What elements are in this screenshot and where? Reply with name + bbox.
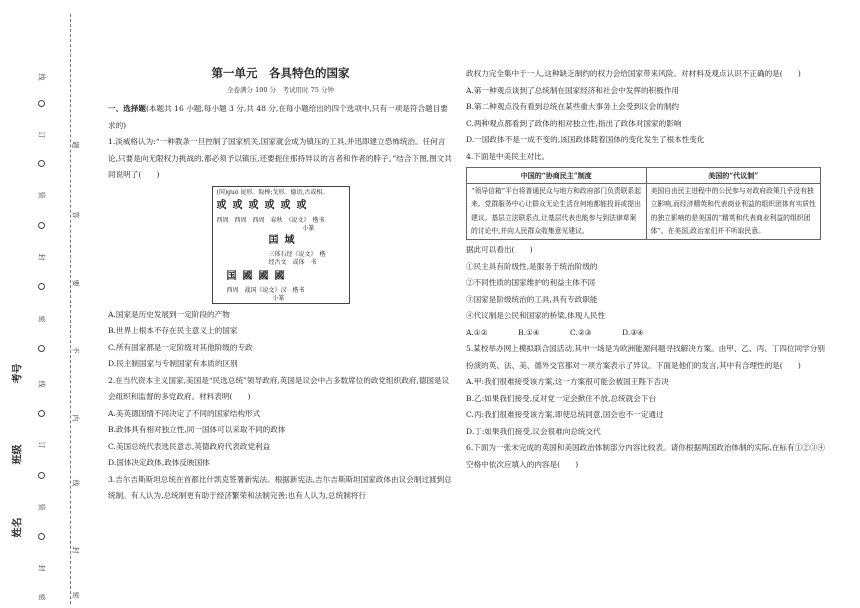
page-subtitle: 全卷满分 100 分 考试用时 75 分钟 xyxy=(227,86,334,94)
figure-row-2-sub: 经古文 或体 书 xyxy=(268,258,317,266)
name-label: 姓名 xyxy=(12,517,24,538)
glyph: 或 xyxy=(248,199,259,211)
binding-hole xyxy=(38,533,45,540)
binding-mark: 装 xyxy=(37,191,46,199)
democracy-comparison-table xyxy=(466,167,821,240)
figure-row-2-caption: 三体石经《说文》 楷 xyxy=(268,250,326,258)
binding-hole xyxy=(38,410,45,417)
glyph: 國 xyxy=(258,270,269,282)
figure-row-1-glyphs xyxy=(216,199,313,211)
question-4-item-4: ④代议制是公民和国家的桥梁,体现人民性 xyxy=(466,311,606,321)
cut-line xyxy=(70,14,71,604)
question-5-stem: 5.某校举办网上模拟联合国活动,其中一场是为欧洲能源问题寻找解决方案。由甲、乙、丙、丁四位同学分别扮演的英、法、美、德外交官都对一项方案表示了异议。下面是他们的发言,其中有合理性的是( ) xyxy=(466,344,825,370)
question-4-option-a[interactable]: A.①② xyxy=(466,327,488,337)
question-4-option-d[interactable]: D.③④ xyxy=(622,327,644,337)
figure-row-2-glyphs xyxy=(268,234,301,246)
binding-mark: 订 xyxy=(37,131,46,139)
binding-side-mark: 线 xyxy=(71,479,80,487)
question-1-option-c[interactable]: C.所有国家都是一定阶级对其他阶级的专政 xyxy=(108,342,253,352)
question-1-option-d[interactable]: D.民主制国家与专制国家有本质的区别 xyxy=(108,359,238,368)
binding-side-mark: 内 xyxy=(71,414,80,422)
question-4-stem: 4.下面是中美民主对比。 xyxy=(466,151,550,161)
exam-number-label: 考号 xyxy=(12,363,24,384)
binding-hole xyxy=(38,472,45,479)
binding-mark: 装 xyxy=(37,503,46,511)
question-4-option-c[interactable]: C.②③ xyxy=(570,327,592,337)
question-5-option-b[interactable]: B.乙:如果我们接受,反对党一定会掀住不放,总统就会下台 xyxy=(466,393,657,403)
question-3-option-a[interactable]: A.第一种观点谈到了总统制在国家经济和社会中发挥的积极作用 xyxy=(466,85,679,95)
figure-row-3-glyphs xyxy=(226,270,291,282)
binding-mark: 密 xyxy=(37,315,46,323)
question-4-item-3: ③国家是阶级统治的工具,具有专政职能 xyxy=(466,294,598,304)
binding-hole xyxy=(38,222,45,229)
question-5-option-d[interactable]: D.丁:如果我们接受,议会很难向总统交代 xyxy=(466,426,601,436)
table-header-china: 中国的“协商民主”制度 xyxy=(467,168,647,184)
figure-row-3-sub: 小篆 xyxy=(272,294,285,302)
question-5-option-a[interactable]: A.甲:我们很难接受该方案,这一方案很可能会被国王陛下否决 xyxy=(466,377,669,387)
binding-mark: 订 xyxy=(37,441,46,449)
question-2-stem: 2.在当代资本主义国家,美国是“民选总统”领导政府,英国是议会中占多数席位的政党组织政府,德国是议会组织和监督的多党政府。材料表明( ) xyxy=(108,375,450,401)
figure-top-text: (国)guó 昆形。取棒:戈形。德语,古或相。 xyxy=(216,188,329,196)
question-4-lead: 据此可以看出( ) xyxy=(466,245,533,255)
glyph: 国 xyxy=(226,270,237,282)
glyph: 國 xyxy=(242,270,253,282)
left-column xyxy=(108,101,453,505)
binding-side-mark: 密 xyxy=(71,591,80,599)
table-cell-us: 美国自由民主进程中的公民参与对政府政策几乎没有独立影响,而经济精英和代表商业利益的组织团体有实质性的独立影响的是美国的“精英和代表商业利益的组织团体”。在美国,政治家们并不听取民意。 xyxy=(646,184,820,240)
question-3-stem: 3.吉尔吉斯斯坦总统在首都比什凯克签署新宪法。根据新宪法,吉尔吉斯斯坦国家政体由议会制过渡到总统制。有人认为,总统制更有助于经济繁荣和法制完善;也有人认为,总统制将行 xyxy=(108,474,452,500)
table-header-us: 美国的“代议制” xyxy=(646,168,820,184)
table-row xyxy=(467,184,821,240)
glyph: 或 xyxy=(264,199,275,211)
glyph: 囯 xyxy=(268,234,279,246)
question-2-option-d[interactable]: D.国体决定政体,政体反映国体 xyxy=(108,458,210,467)
section-title: 一、选择题 xyxy=(108,104,146,113)
binding-side-mark: 封 xyxy=(71,546,80,554)
question-6-stem: 6.下面为一张未完成的英国和美国政治体制部分内容比较表。请你根据两国政治体制的实际,在标有①②③④空格中依次应填入的内容是( ) xyxy=(466,443,825,469)
question-2-option-c[interactable]: C.美国总统代表选民意志,英德政府代表政党利益 xyxy=(108,441,271,451)
glyph: 或 xyxy=(216,199,227,211)
binding-side-mark: 要 xyxy=(71,279,80,287)
glyph: 國 xyxy=(274,270,285,282)
question-1-stem: 1.淡威格认为:“一种教条一旦控制了国家机关,国家就会成为镇压的工具,并迅即建立恐怖统治。任何言论,只要是向无限权力挑战的,都必须予以镇压,还要扼住那持异议的言者和作者的脖子。”结合下图,图文共同说明了( ) xyxy=(108,137,452,179)
figure-row-1-caption: 西周 西周 西周 春秋 《说文》 楷书 xyxy=(216,216,325,224)
binding-margin xyxy=(0,0,80,608)
question-2-option-b[interactable]: B.政体具有相对独立性,同一国体可以采取不同的政体 xyxy=(108,425,286,434)
binding-side-mark: 不 xyxy=(71,346,80,354)
glyph: 或 xyxy=(296,199,307,211)
table-header-row xyxy=(467,168,821,184)
right-column xyxy=(466,66,826,473)
question-3-option-d[interactable]: D.一国政体不是一成不变的,该国政体随着国体的变化发生了根本性变化 xyxy=(466,135,705,144)
question-4-item-1: ①民主具有阶级性,是服务于统治阶级的 xyxy=(466,261,598,271)
question-1-option-b[interactable]: B.世界上根本不存在民主意义上的国家 xyxy=(108,326,238,335)
class-label: 班级 xyxy=(12,444,24,465)
glyph: 或 xyxy=(280,199,291,211)
binding-side-mark: 题 xyxy=(71,141,80,149)
binding-hole xyxy=(38,345,45,352)
question-4-options xyxy=(466,325,826,342)
question-4-item-2: ②不同性质的国家维护的利益主体不同 xyxy=(466,278,596,288)
section-heading xyxy=(108,101,453,134)
binding-mark: 线 xyxy=(37,73,46,81)
table-cell-china: “领导信箱”平台将普通民众与地方和政府部门负责联系起来。党群服务中心让群众无论生活在何地都能投诉或提出建议。基层立法联系点,让基层代表也能参与到法律草案的讨论中,并向人民群众收集意见建议。 xyxy=(467,184,647,240)
binding-mark: 密 xyxy=(37,593,46,601)
binding-mark: 封 xyxy=(37,253,46,261)
figure-row-1-sub: 小篆 xyxy=(302,224,315,232)
section-note: (本题共 16 小题,每小题 3 分,共 48 分,在每小题给出的四个选项中,只有一项是符合题目要求的) xyxy=(108,104,448,130)
question-3-continued: 政权力完全集中于一人,这种缺乏制约的权力会给国家带来风险。对材料及观点认识不正确的是( ) xyxy=(466,69,801,78)
binding-hole xyxy=(38,283,45,290)
glyph: 或 xyxy=(232,199,243,211)
question-3-option-c[interactable]: C.两种观点都看到了政体的相对独立性,指出了政体对国家的影响 xyxy=(466,118,682,128)
question-4-option-b[interactable]: B.①④ xyxy=(518,327,540,337)
question-3-option-b[interactable]: B.第二种观点没有看到总统在某些重大事务上会受到议会的制约 xyxy=(466,102,680,111)
binding-hole xyxy=(38,100,45,107)
page-title: 第一单元 各具特色的国家 xyxy=(211,66,350,80)
character-evolution-figure xyxy=(212,186,350,304)
binding-mark: 封 xyxy=(37,564,46,572)
binding-side-mark: 答 xyxy=(71,211,80,219)
binding-mark: 线 xyxy=(37,380,46,388)
figure-row-3-caption: 西周 战国《说文》汉 楷书 xyxy=(226,286,305,294)
glyph: 域 xyxy=(284,234,295,246)
question-2-option-a[interactable]: A.美英德国情不同决定了不同的国家结构形式 xyxy=(108,408,261,418)
question-1-option-a[interactable]: A.国家是历史发展到一定阶段的产物 xyxy=(108,309,230,319)
question-5-option-c[interactable]: C.丙:我们很难接受该方案,即使总统同意,国会也不一定通过 xyxy=(466,410,664,420)
binding-hole xyxy=(38,160,45,167)
